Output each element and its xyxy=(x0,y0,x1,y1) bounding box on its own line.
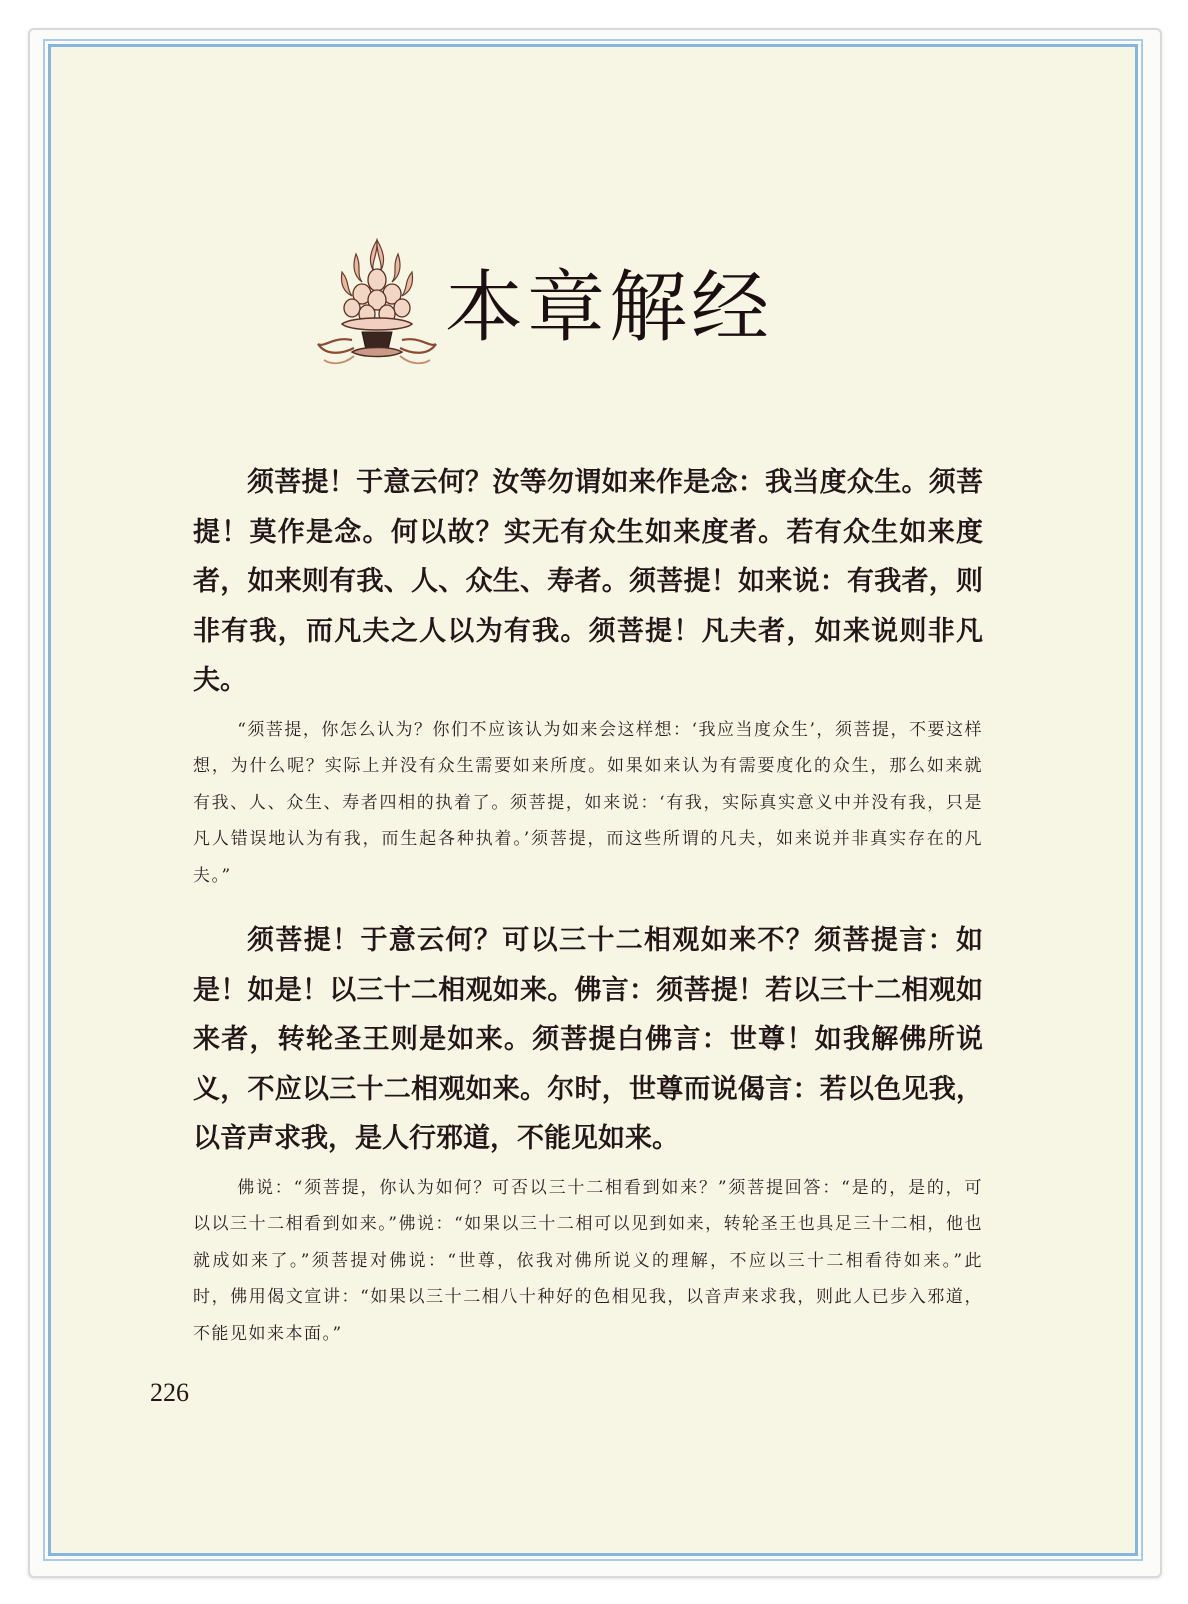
lotus-flame-emblem-icon xyxy=(312,236,442,376)
translation-passage-2: 佛说：“须菩提，你认为如何？可否以三十二相看到如来？”须菩提回答：“是的，是的，可以以三十二相看到如来。”佛说：“如果以三十二相可以见到如来，转轮圣王也具足三十二相，他也就成如来了。”须菩提对佛说：“世尊，依我对佛所说义的理解，不应以三十二相看待如来。”此时，佛用偈文宣讲：“如果以三十二相八十种好的色相见我，以音声来求我，则此人已步入邪道，不能见如来本面。” xyxy=(193,1177,983,1344)
chapter-heading xyxy=(312,236,812,376)
page-title: 本章解经 xyxy=(445,263,774,353)
sutra-passage-1: 须菩提！于意云何？汝等勿谓如来作是念：我当度众生。须菩提！莫作是念。何以故？实无有众生如来度者。若有众生如来度者，如来则有我、人、众生、寿者。须菩提！如来说：有我者，则非有我，而凡夫之人以为有我。须菩提！凡夫者，如来说则非凡夫。 xyxy=(193,467,983,696)
sutra-passage-2: 须菩提！于意云何？可以三十二相观如来不？须菩提言：如是！如是！以三十二相观如来。佛言：须菩提！若以三十二相观如来者，转轮圣王则是如来。须菩提白佛言：世尊！如我解佛所说义，不应以三十二相观如来。尔时，世尊而说偈言：若以色见我，以音声求我，是人行邪道，不能见如来。 xyxy=(193,925,983,1154)
section-divider xyxy=(193,894,983,916)
page-body xyxy=(193,458,983,1352)
translation-passage-1: “须菩提，你怎么认为？你们不应该认为如来会这样想：‘我应当度众生’，须菩提，不要这样想，为什么呢？实际上并没有众生需要如来所度。如果如来认为有需要度化的众生，那么如来就有我、人、众生、寿者四相的执着了。须菩提，如来说：‘有我，实际真实意义中并没有我，只是凡人错误地认为有我，而生起各种执着。’须菩提，而这些所谓的凡夫，如来说并非真实存在的凡夫。” xyxy=(193,719,983,886)
page-number: 226 xyxy=(150,1378,189,1407)
